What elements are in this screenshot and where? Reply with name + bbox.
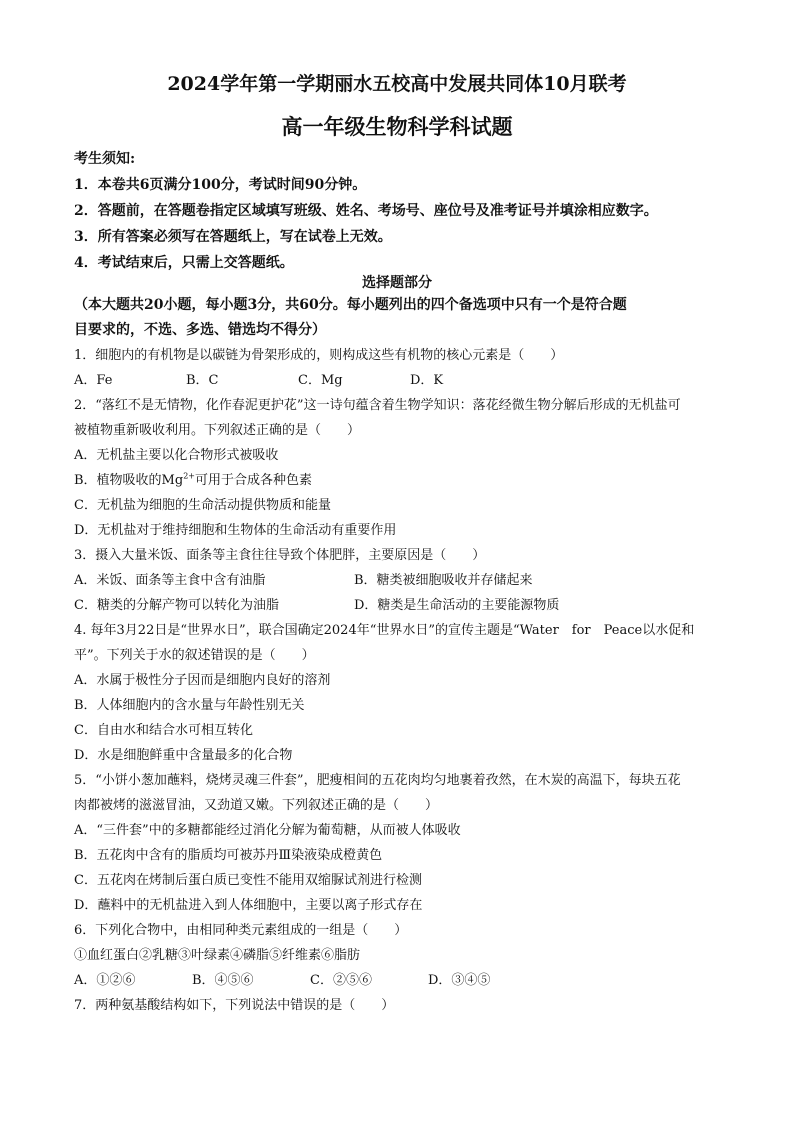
question-list xyxy=(74,343,734,1018)
option-c: C．糖类的分解产物可以转化为油脂 xyxy=(74,598,279,613)
question-5-stem-cont: 肉都被烤的滋滋冒油，又劲道又嫩。下列叙述正确的是（ ） xyxy=(74,798,439,813)
question-1-options xyxy=(74,368,734,393)
option-b: B．五花肉中含有的脂质均可被苏丹Ⅲ染液染成橙黄色 xyxy=(74,848,383,863)
option-a: A．①②⑥ xyxy=(74,973,136,988)
option-d: D．糖类是生命活动的主要能源物质 xyxy=(354,598,560,613)
question-3-stem: 3．摄入大量米饭、面条等主食往往导致个体肥胖，主要原因是（ ） xyxy=(74,548,486,563)
option-a: A．“三件套”中的多糖都能经过消化分解为葡萄糖，从而被人体吸收 xyxy=(74,823,461,838)
option-d: D．水是细胞鲜重中含量最多的化合物 xyxy=(74,748,293,763)
option-a: A．Fe xyxy=(74,373,113,388)
exam-notice xyxy=(74,146,734,276)
notice-item: 2．答题前，在答题卷指定区域填写班级、姓名、考场号、座位号及准考证号并填涂相应数字。 xyxy=(74,203,658,219)
option-b xyxy=(74,468,734,493)
option-d: D．无机盐对于维持细胞和生物体的生命活动有重要作用 xyxy=(74,523,397,538)
option-c: C．自由水和结合水可相互转化 xyxy=(74,723,253,738)
section-desc-line: 目要求的，不选、多选、错选均不得分） xyxy=(74,322,326,338)
section-description xyxy=(74,293,734,343)
exam-subtitle: 高一年级生物科学科试题 xyxy=(281,114,513,139)
notice-item: 1．本卷共6页满分100分，考试时间90分钟。 xyxy=(74,177,367,193)
option-b: B．人体细胞内的含水量与年龄性别无关 xyxy=(74,698,305,713)
question-6-options xyxy=(74,968,734,993)
option-a: A．水属于极性分子因而是细胞内良好的溶剂 xyxy=(74,673,331,688)
question-6-items: ①血红蛋白②乳糖③叶绿素④磷脂⑤纤维素⑥脂肪 xyxy=(74,948,361,963)
notice-heading: 考生须知: xyxy=(74,151,136,167)
question-3-options-row2 xyxy=(74,593,734,618)
ion-charge: 2+ xyxy=(183,471,195,481)
option-b-text-rest: 可用于合成各种色素 xyxy=(194,473,312,488)
option-d: D．蘸料中的无机盐进入到人体细胞中，主要以离子形式存在 xyxy=(74,898,423,913)
option-d: D．③④⑤ xyxy=(428,973,491,988)
option-a: A．无机盐主要以化合物形式被吸收 xyxy=(74,448,279,463)
option-c: C．无机盐为细胞的生命活动提供物质和能量 xyxy=(74,498,331,513)
question-3-options-row1 xyxy=(74,568,734,593)
question-2-stem: 2．“落红不是无情物，化作春泥更护花”这一诗句蕴含着生物学知识：落花经微生物分解后形成的无机盐可 xyxy=(74,398,681,413)
notice-item: 4．考试结束后，只需上交答题纸。 xyxy=(74,255,294,271)
question-4-stem-cont: 平”。下列关于水的叙述错误的是（ ） xyxy=(74,648,315,663)
option-c: C．Mg xyxy=(298,373,343,388)
option-c: C．五花肉在烤制后蛋白质已变性不能用双缩脲试剂进行检测 xyxy=(74,873,422,888)
question-6-stem: 6．下列化合物中，由相同种类元素组成的一组是（ ） xyxy=(74,923,408,938)
section-desc-line: （本大题共20小题，每小题3分，共60分。每小题列出的四个备选项中只有一个是符合题 xyxy=(74,297,627,313)
exam-title: 2024学年第一学期丽水五校高中发展共同体10月联考 xyxy=(167,73,627,95)
option-b: B．C xyxy=(186,373,219,388)
option-b-text: B．植物吸收的Mg xyxy=(74,473,184,488)
option-d: D．K xyxy=(410,373,444,388)
option-b: B．④⑤⑥ xyxy=(192,973,254,988)
notice-item: 3．所有答案必须写在答题纸上，写在试卷上无效。 xyxy=(74,229,392,245)
question-4-stem: 4. 每年3月22日是“世界水日”，联合国确定2024年“世界水日”的宣传主题是“Water for Peace以水促和 xyxy=(74,623,695,638)
option-c: C．②⑤⑥ xyxy=(310,973,372,988)
question-1-stem: 1．细胞内的有机物是以碳链为骨架形成的，则构成这些有机物的核心元素是（ ） xyxy=(74,348,564,363)
question-2-stem-cont: 被植物重新吸收利用。下列叙述正确的是（ ） xyxy=(74,423,361,438)
section-title: 选择题部分 xyxy=(362,275,432,291)
option-a: A．米饭、面条等主食中含有油脂 xyxy=(74,573,266,588)
question-5-stem: 5．“小饼小葱加蘸料，烧烤灵魂三件套”，肥瘦相间的五花肉均匀地裹着孜然，在木炭的高温下，每块五花 xyxy=(74,773,681,788)
question-7-stem: 7．两种氨基酸结构如下，下列说法中错误的是（ ） xyxy=(74,998,395,1013)
option-b: B．糖类被细胞吸收并存储起来 xyxy=(354,573,533,588)
